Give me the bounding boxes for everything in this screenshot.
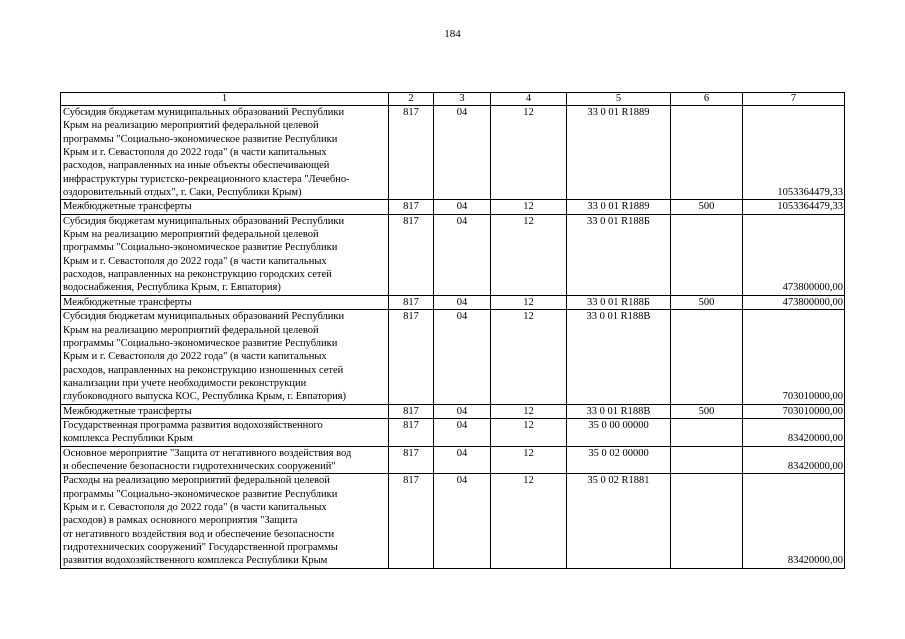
row-name: Расходы на реализацию мероприятий федеральной целевой программы "Социально-экономическое развитие Республики Крым и г. Севастополя до 2022 года" (в части капитальных расходов) в рамках основного мероприятия "Защита от негативного воздействия вод и обеспечение безопасности гидротехнических сооружений" Государственной программы развития водохозяйственного комплекса Республики Крым (61, 474, 389, 568)
amount: 1053364479,33 (743, 106, 845, 200)
column-header-2: 2 (389, 93, 434, 106)
budget-table (60, 92, 845, 569)
table-row (61, 295, 845, 309)
section-code: 04 (434, 214, 491, 295)
ministry-code: 817 (389, 446, 434, 474)
row-name: Межбюджетные трансферты (61, 295, 389, 309)
amount: 83420000,00 (743, 474, 845, 568)
row-name: Основное мероприятие "Защита от негативного воздействия вод и обеспечение безопасности гидротехнических сооружений" (61, 446, 389, 474)
amount: 83420000,00 (743, 446, 845, 474)
amount: 83420000,00 (743, 418, 845, 446)
expense-type-code (671, 106, 743, 200)
amount: 703010000,00 (743, 404, 845, 418)
table-row (61, 200, 845, 214)
table-row (61, 106, 845, 200)
ministry-code: 817 (389, 200, 434, 214)
subsection-code: 12 (491, 200, 567, 214)
target-article-code: 33 0 01 R188В (567, 310, 671, 404)
subsection-code: 12 (491, 446, 567, 474)
section-code: 04 (434, 404, 491, 418)
section-code: 04 (434, 474, 491, 568)
ministry-code: 817 (389, 418, 434, 446)
column-header-5: 5 (567, 93, 671, 106)
target-article-code: 35 0 00 00000 (567, 418, 671, 446)
table-row (61, 446, 845, 474)
column-header-6: 6 (671, 93, 743, 106)
row-name: Субсидия бюджетам муниципальных образований Республики Крым на реализацию мероприятий федеральной целевой программы "Социально-экономическое развитие Республики Крым и г. Севастополя до 2022 года" (в части капитальных расходов, направленных на реконструкцию изношенных сетей канализации при учете необходимости реконструкции глубоководного выпуска КОС, Республика Крым, г. Евпатория) (61, 310, 389, 404)
section-code: 04 (434, 310, 491, 404)
ministry-code: 817 (389, 310, 434, 404)
section-code: 04 (434, 446, 491, 474)
section-code: 04 (434, 295, 491, 309)
ministry-code: 817 (389, 106, 434, 200)
column-header-3: 3 (434, 93, 491, 106)
subsection-code: 12 (491, 295, 567, 309)
page-number: 184 (444, 28, 461, 40)
target-article-code: 33 0 01 R1889 (567, 200, 671, 214)
ministry-code: 817 (389, 295, 434, 309)
expense-type-code (671, 418, 743, 446)
amount: 473800000,00 (743, 214, 845, 295)
subsection-code: 12 (491, 474, 567, 568)
ministry-code: 817 (389, 474, 434, 568)
table-row (61, 474, 845, 568)
ministry-code: 817 (389, 404, 434, 418)
table-row (61, 404, 845, 418)
column-number-row (61, 93, 845, 106)
table-row (61, 214, 845, 295)
expense-type-code: 500 (671, 404, 743, 418)
section-code: 04 (434, 418, 491, 446)
row-name: Государственная программа развития водохозяйственного комплекса Республики Крым (61, 418, 389, 446)
target-article-code: 33 0 01 R1889 (567, 106, 671, 200)
target-article-code: 35 0 02 00000 (567, 446, 671, 474)
expense-type-code: 500 (671, 295, 743, 309)
subsection-code: 12 (491, 214, 567, 295)
subsection-code: 12 (491, 310, 567, 404)
target-article-code: 35 0 02 R1881 (567, 474, 671, 568)
amount: 703010000,00 (743, 310, 845, 404)
subsection-code: 12 (491, 106, 567, 200)
amount: 1053364479,33 (743, 200, 845, 214)
column-header-7: 7 (743, 93, 845, 106)
section-code: 04 (434, 200, 491, 214)
expense-type-code: 500 (671, 200, 743, 214)
amount: 473800000,00 (743, 295, 845, 309)
row-name: Межбюджетные трансферты (61, 200, 389, 214)
row-name: Субсидия бюджетам муниципальных образований Республики Крым на реализацию мероприятий федеральной целевой программы "Социально-экономическое развитие Республики Крым и г. Севастополя до 2022 года" (в части капитальных расходов, направленных на иные объекты обеспечивающей инфраструктуры туристско-рекреационного кластера "Лечебно- оздоровительный отдых", г. Саки, Республики Крым) (61, 106, 389, 200)
section-code: 04 (434, 106, 491, 200)
subsection-code: 12 (491, 418, 567, 446)
target-article-code: 33 0 01 R188Б (567, 214, 671, 295)
column-header-1: 1 (61, 93, 389, 106)
row-name: Межбюджетные трансферты (61, 404, 389, 418)
expense-type-code (671, 214, 743, 295)
ministry-code: 817 (389, 214, 434, 295)
expense-type-code (671, 310, 743, 404)
column-header-4: 4 (491, 93, 567, 106)
target-article-code: 33 0 01 R188Б (567, 295, 671, 309)
table-row (61, 418, 845, 446)
expense-type-code (671, 474, 743, 568)
target-article-code: 33 0 01 R188В (567, 404, 671, 418)
subsection-code: 12 (491, 404, 567, 418)
table-row (61, 310, 845, 404)
expense-type-code (671, 446, 743, 474)
row-name: Субсидия бюджетам муниципальных образований Республики Крым на реализацию мероприятий федеральной целевой программы "Социально-экономическое развитие Республики Крым и г. Севастополя до 2022 года" (в части капитальных расходов, направленных на реконструкцию городских сетей водоснабжения, Республика Крым, г. Евпатория) (61, 214, 389, 295)
